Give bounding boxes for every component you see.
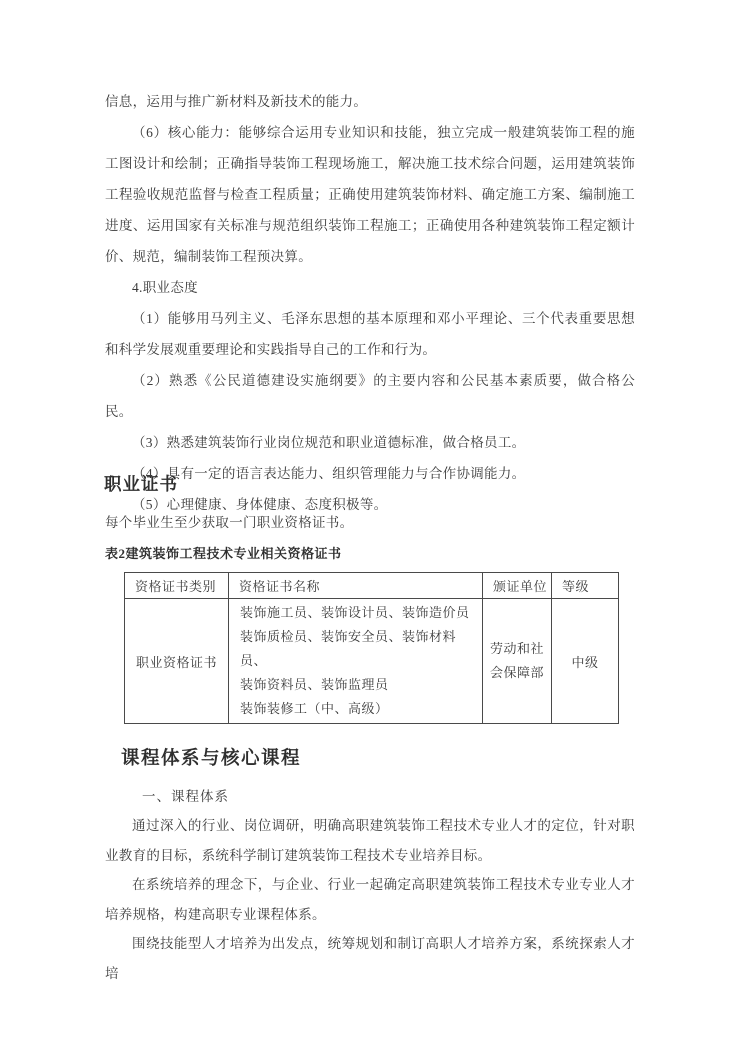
certificate-name-line-3: 装饰资料员、装饰监理员 [240, 677, 389, 692]
course-paragraph-3: 围绕技能型人才培养为出发点，统筹规划和制订高职人才培养方案，系统探索人才培 [105, 936, 635, 981]
paragraph-continuation: 信息，运用与推广新材料及新技术的能力。 [105, 94, 368, 109]
header-cell-category: 资格证书类别 [125, 573, 229, 599]
body-text-block-lower [105, 811, 635, 988]
section-heading-courses: 课程体系与核心课程 [121, 749, 302, 769]
table-caption: 表2建筑装饰工程技术专业相关资格证书 [105, 546, 342, 561]
body-text-block-upper [105, 86, 635, 520]
header-cell-name: 资格证书名称 [229, 573, 483, 599]
cell-category: 职业资格证书 [125, 599, 229, 724]
header-cell-issuer: 颁证单位 [483, 573, 552, 599]
attitude-item-5: （5）心理健康、身体健康、态度积极等。 [132, 497, 388, 512]
certificates-intro-text: 每个毕业生至少获取一门职业资格证书。 [105, 515, 354, 530]
table-body-row [125, 599, 619, 724]
certificate-name-line-4: 装饰装修工（中、高级） [240, 701, 389, 716]
attitude-item-1: （1）能够用马列主义、毛泽东思想的基本原理和邓小平理论、三个代表重要思想和科学发展观重要理论和实践指导自己的工作和行为。 [105, 311, 635, 357]
header-cell-level: 等级 [552, 573, 619, 599]
certificate-name-line-2: 装饰质检员、装饰安全员、装饰材料员、 [240, 629, 457, 668]
table-header-row [125, 573, 619, 599]
attitude-heading: 4.职业态度 [132, 280, 198, 295]
attitude-item-4: （4）具有一定的语言表达能力、组织管理能力与合作协调能力。 [132, 466, 526, 481]
course-subheading: 一、课程体系 [142, 789, 229, 804]
cell-certificate-names [229, 599, 483, 724]
attitude-item-2: （2）熟悉《公民道德建设实施纲要》的主要内容和公民基本素质要，做合格公民。 [105, 373, 635, 419]
certificates-table [124, 572, 619, 724]
certificate-name-line-1: 装饰施工员、装饰设计员、装饰造价员 [240, 605, 470, 620]
paragraph-core-ability: （6）核心能力：能够综合运用专业知识和技能，独立完成一般建筑装饰工程的施工图设计和绘制；正确指导装饰工程现场施工，解决施工技术综合问题，运用建筑装饰工程验收规范监督与检查工程质量；正确使用建筑装饰材料、确定施工方案、编制施工进度、运用国家有关标准与规范组织装饰工程施工；正确使用各种建筑装饰工程定额计价、规范，编制装饰工程预决算。 [105, 125, 635, 264]
course-paragraph-1: 通过深入的行业、岗位调研，明确高职建筑装饰工程技术专业人才的定位，针对职业教育的目标，系统科学制订建筑装饰工程技术专业培养目标。 [105, 818, 635, 863]
section-heading-certificates: 职业证书 [104, 474, 178, 494]
attitude-item-3: （3）熟悉建筑装饰行业岗位规范和职业道德标准，做合格员工。 [132, 435, 526, 450]
cell-issuer: 劳动和社会保障部 [483, 599, 552, 724]
course-paragraph-2: 在系统培养的理念下，与企业、行业一起确定高职建筑装饰工程技术专业专业人才培养规格，构建高职专业课程体系。 [105, 877, 635, 922]
cell-level: 中级 [552, 599, 619, 724]
